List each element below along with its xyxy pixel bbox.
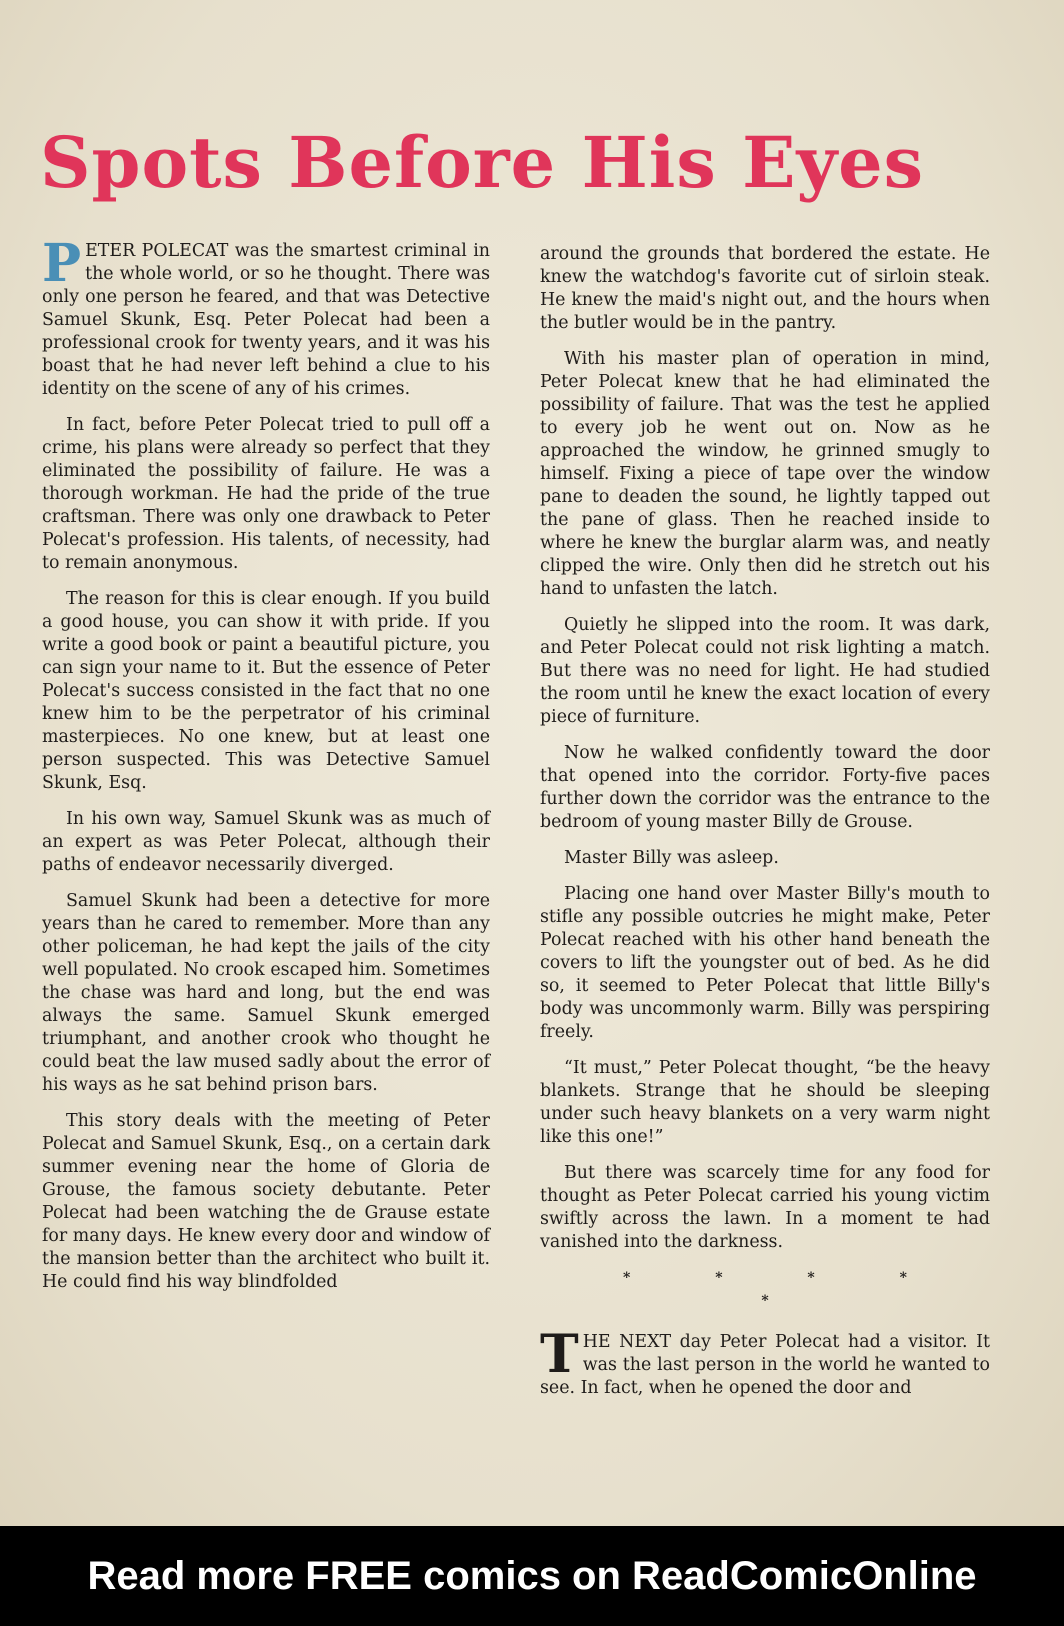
left-column bbox=[42, 233, 490, 1307]
paragraph: In his own way, Samuel Skunk was as much of an expert as was Peter Polecat, although their paths of endeavor necessarily diverged. bbox=[42, 809, 490, 875]
paragraph: “It must,” Peter Polecat thought, “be the heavy blankets. Strange that he should be sleeping under such heavy blankets on a very warm night like this one!” bbox=[540, 1058, 990, 1147]
paragraph-text: HE NEXT day Peter Polecat had a visitor. It was the last person in the world he wanted to see. In fact, when he opened the door and bbox=[540, 1332, 990, 1398]
promo-banner[interactable]: Read more FREE comics on ReadComicOnline bbox=[0, 1526, 1064, 1626]
paragraph: Master Billy was asleep. bbox=[564, 848, 779, 868]
drop-cap: P bbox=[42, 233, 82, 294]
paragraph: With his master plan of operation in mind, Peter Polecat knew that he had eliminated the possibility of failure. That was the test he applied to every job he went out on. Now as he approached the window, he grinned smugly to himself. Fixing a piece of tape over the window pane to deaden the sound, he lightly tapped out the pane of glass. Then he reached inside to where he knew the burglar alarm was, and neatly clipped the wire. Only then did he stretch out his hand to unfasten the latch. bbox=[540, 349, 990, 599]
paragraph: around the grounds that bordered the estate. He knew the watchdog's favorite cut of sirloin steak. He knew the maid's night out, and the hours when the butler would be in the pantry. bbox=[540, 244, 990, 333]
paragraph bbox=[540, 1324, 990, 1400]
paragraph: Now he walked confidently toward the door that opened into the corridor. Forty-five paces further down the corridor was the entrance to the bedroom of young master Billy de Grouse. bbox=[540, 743, 990, 832]
right-column bbox=[540, 243, 990, 1413]
paragraph: Quietly he slipped into the room. It was dark, and Peter Polecat could not risk lighting a match. But there was no need for light. He had studied the room until he knew the exact location of every piece of furniture. bbox=[540, 615, 990, 727]
drop-cap: T bbox=[540, 1324, 579, 1385]
paragraph: But there was scarcely time for any food for thought as Peter Polecat carried his young victim swiftly across the lawn. In a moment te had vanished into the darkness. bbox=[540, 1163, 990, 1252]
paragraph: Placing one hand over Master Billy's mouth to stifle any possible outcries he might make, Peter Polecat reached with his other hand beneath the covers to lift the youngster out of bed. As he did so, it seemed to Peter Polecat that little Billy's body was uncommonly warm. Billy was perspiring freely. bbox=[540, 884, 990, 1042]
story-title: Spots Before His Eyes bbox=[40, 121, 925, 204]
section-separator: * * * * * bbox=[623, 1270, 947, 1309]
paragraph: In fact, before Peter Polecat tried to pull off a crime, his plans were already so perfect that they eliminated the possibility of failure. He was a thorough workman. He had the pride of the true craftsman. There was only one drawback to Peter Polecat's profession. His talents, of necessity, had to remain anonymous. bbox=[42, 415, 490, 573]
paragraph: The reason for this is clear enough. If you build a good house, you can show it with pride. If you write a good book or paint a beautiful picture, you can sign your name to it. But the essence of Peter Polecat's success consisted in the fact that no one knew him to be the perpetrator of his criminal masterpieces. No one knew, but at least one person suspected. This was Detective Samuel Skunk, Esq. bbox=[42, 589, 490, 793]
paragraph: Samuel Skunk had been a detective for more years than he cared to remember. More than any other policeman, he had kept the jails of the city well populated. No crook escaped him. Sometimes the chase was hard and long, but the end was always the same. Samuel Skunk emerged triumphant, and another crook who thought he could beat the law mused sadly about the error of his ways as he sat behind prison bars. bbox=[42, 891, 490, 1095]
paragraph bbox=[42, 233, 490, 401]
paragraph: This story deals with the meeting of Peter Polecat and Samuel Skunk, Esq., on a certain dark summer evening near the home of Gloria de Grouse, the famous society debutante. Peter Polecat had been watching the de Grause estate for many days. He knew every door and window of the mansion better than the architect who built it. He could find his way blindfolded bbox=[42, 1111, 490, 1292]
paragraph-text: ETER POLECAT was the smartest criminal in the whole world, or so he thought. There was only one person he feared, and that was Detective Samuel Skunk, Esq. Peter Polecat had been a professional crook for twenty years, and it was his boast that he had never left behind a clue to his identity on the scene of any of his crimes. bbox=[42, 241, 490, 399]
